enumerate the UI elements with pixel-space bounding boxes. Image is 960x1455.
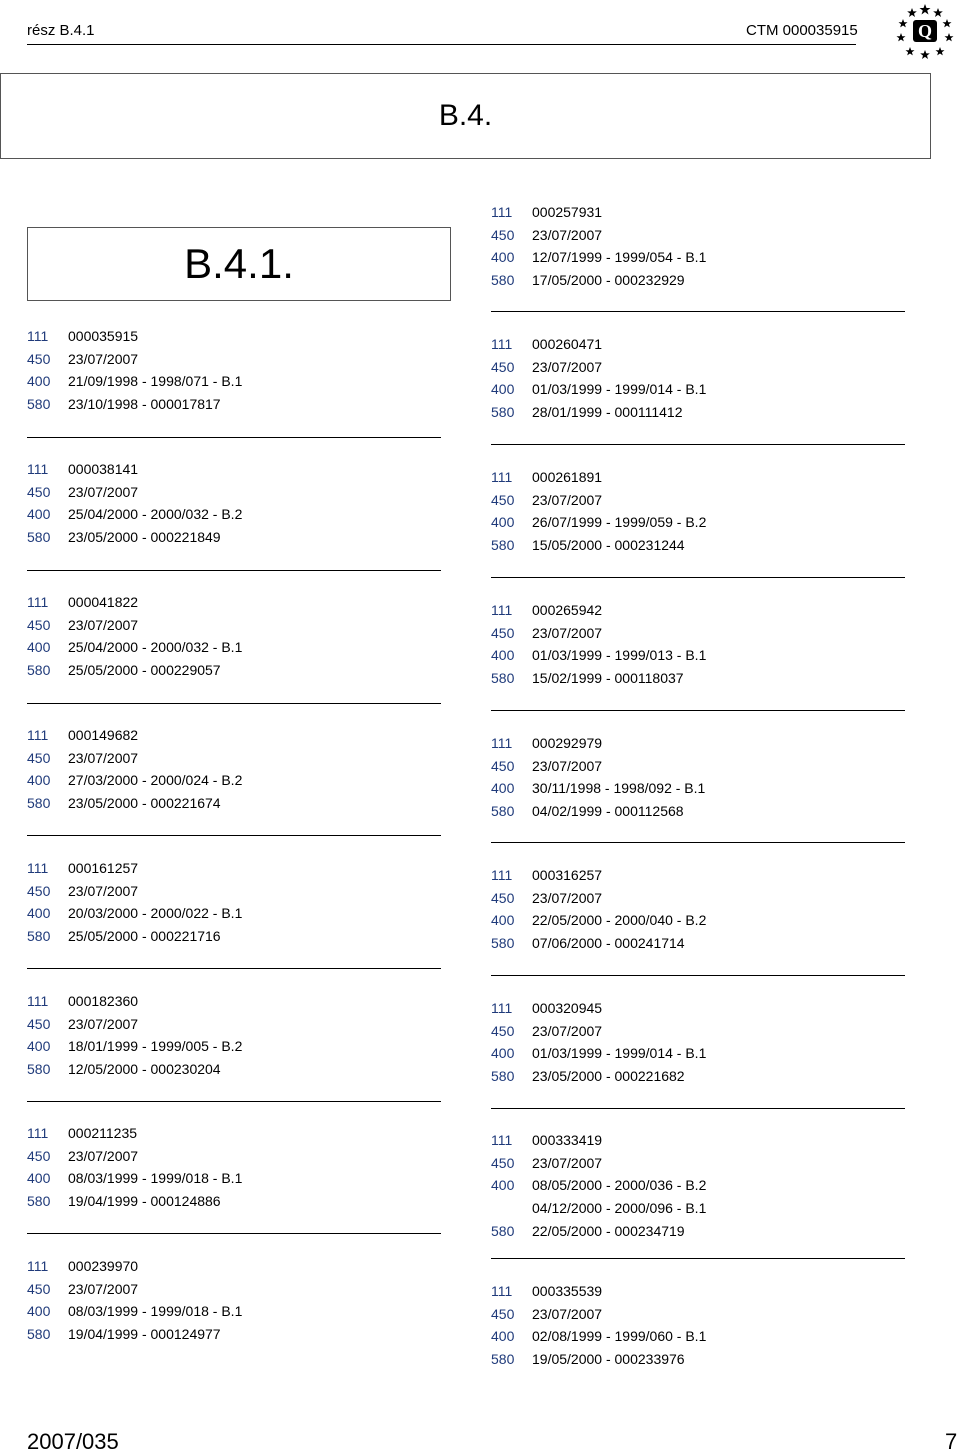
field-value: 000161257 (68, 860, 139, 876)
header-ctm-number: CTM 000035915 (746, 22, 858, 39)
field-value: 30/11/1998 - 1998/092 - B.1 (532, 780, 706, 797)
field-value: 23/05/2000 - 000221849 (68, 529, 221, 546)
record-line (27, 659, 242, 682)
header-section-label: rész B.4.1 (27, 22, 95, 39)
field-code: 400 (27, 506, 51, 523)
record-line (27, 769, 242, 792)
footer-page-number: 7 (945, 1429, 958, 1454)
trademark-record (27, 857, 242, 948)
field-value: 23/07/2007 (68, 616, 139, 633)
field-value: 15/02/1999 - 000118037 (532, 670, 684, 687)
record-line (491, 378, 706, 401)
field-value: 23/07/2007 (532, 624, 603, 641)
field-value: 23/07/2007 (532, 358, 603, 375)
field-value: 000333419 (532, 1132, 603, 1148)
record-line (27, 1122, 242, 1145)
record-line (491, 1174, 706, 1197)
record-separator (491, 311, 905, 312)
field-value: 27/03/2000 - 2000/024 - B.2 (68, 772, 243, 789)
header-rule (27, 44, 856, 45)
record-line (27, 1255, 242, 1278)
field-code: 580 (27, 928, 51, 945)
field-code (491, 1197, 532, 1220)
record-line (27, 503, 242, 526)
field-code: 400 (27, 772, 51, 789)
field-value: 23/07/2007 (68, 350, 139, 367)
record-separator (27, 1233, 441, 1234)
record-line (491, 1280, 706, 1303)
trademark-record (27, 458, 242, 549)
field-code: 580 (27, 1326, 51, 1343)
field-code: 580 (491, 1351, 515, 1368)
record-line (491, 1220, 706, 1243)
record-line (27, 724, 242, 747)
field-code: 400 (491, 381, 515, 398)
trademark-record (491, 333, 706, 424)
field-code: 111 (491, 602, 513, 618)
record-line (27, 591, 242, 614)
record-separator (491, 842, 905, 843)
field-code: 400 (27, 1303, 51, 1320)
field-value: 07/06/2000 - 000241714 (532, 935, 685, 952)
record-line (491, 466, 706, 489)
field-value: 08/05/2000 - 2000/036 - B.2 (532, 1177, 707, 1194)
field-code: 580 (27, 795, 51, 812)
record-line (491, 1152, 706, 1175)
record-line (27, 370, 242, 393)
field-value: 01/03/1999 - 1999/014 - B.1 (532, 1045, 707, 1062)
field-code: 400 (491, 514, 515, 531)
field-value: 000211235 (68, 1125, 138, 1141)
field-value: 000257931 (532, 204, 603, 220)
field-value: 000335539 (532, 1283, 603, 1299)
record-line (491, 887, 706, 910)
section-title: B.4. (0, 73, 931, 159)
trademark-record (491, 201, 706, 292)
record-line (491, 1325, 706, 1348)
field-value: 23/07/2007 (68, 882, 139, 899)
record-separator (491, 710, 905, 711)
record-separator (491, 577, 905, 578)
field-code: 450 (491, 624, 515, 641)
record-line (491, 333, 706, 356)
record-line (27, 925, 242, 948)
record-line (491, 269, 706, 292)
field-value: 22/05/2000 - 000234719 (532, 1222, 685, 1239)
field-code: 400 (27, 373, 51, 390)
trademark-record (27, 1255, 242, 1346)
field-value: 01/03/1999 - 1999/014 - B.1 (532, 381, 707, 398)
field-value: 23/07/2007 (68, 749, 139, 766)
ohim-logo-icon (893, 2, 957, 62)
field-value: 22/05/2000 - 2000/040 - B.2 (532, 912, 707, 929)
field-code: 111 (27, 993, 49, 1009)
field-value: 000038141 (68, 461, 139, 477)
field-code: 111 (491, 867, 513, 883)
field-code: 450 (27, 1015, 51, 1032)
field-value: 25/05/2000 - 000221716 (68, 928, 221, 945)
field-code: 111 (27, 594, 49, 610)
trademark-record (27, 591, 242, 682)
record-separator (27, 570, 441, 571)
field-value: 19/04/1999 - 000124886 (68, 1193, 221, 1210)
field-value: 02/08/1999 - 1999/060 - B.1 (532, 1328, 707, 1345)
field-code: 450 (491, 1305, 515, 1322)
field-value: 08/03/1999 - 1999/018 - B.1 (68, 1170, 243, 1187)
record-line (27, 1013, 242, 1036)
field-code: 400 (491, 647, 515, 664)
field-code: 111 (27, 727, 49, 743)
trademark-record (491, 732, 705, 823)
record-line (27, 1278, 242, 1301)
record-line (27, 526, 242, 549)
field-code: 450 (491, 491, 515, 508)
field-code: 111 (27, 860, 49, 876)
field-value: 23/07/2007 (532, 889, 603, 906)
record-line (27, 1323, 242, 1346)
field-value: 21/09/1998 - 1998/071 - B.1 (68, 373, 243, 390)
field-value: 18/01/1999 - 1999/005 - B.2 (68, 1038, 243, 1055)
field-code: 111 (27, 461, 49, 477)
field-code: 111 (491, 336, 513, 352)
trademark-record (27, 325, 242, 416)
field-code: 400 (491, 780, 515, 797)
field-code: 580 (491, 670, 515, 687)
field-code: 450 (27, 882, 51, 899)
field-value: 25/04/2000 - 2000/032 - B.1 (68, 639, 243, 656)
record-line (491, 644, 706, 667)
record-line (491, 224, 706, 247)
field-value: 23/07/2007 (532, 1022, 603, 1039)
field-value: 01/03/1999 - 1999/013 - B.1 (532, 647, 707, 664)
field-code: 450 (491, 889, 515, 906)
field-value: 000316257 (532, 867, 603, 883)
trademark-record (491, 997, 706, 1088)
field-value: 23/07/2007 (68, 1280, 139, 1297)
field-code: 450 (27, 749, 51, 766)
field-value: 26/07/1999 - 1999/059 - B.2 (532, 514, 707, 531)
record-line (27, 880, 242, 903)
field-value: 12/05/2000 - 000230204 (68, 1061, 221, 1078)
field-code: 111 (491, 469, 513, 485)
record-line (27, 792, 242, 815)
trademark-record (491, 864, 706, 955)
record-line (491, 997, 706, 1020)
record-line (491, 667, 706, 690)
record-line (491, 1197, 706, 1220)
field-code: 580 (491, 803, 515, 820)
record-line (491, 777, 705, 800)
record-line (27, 902, 242, 925)
field-code: 450 (491, 226, 515, 243)
record-line (491, 511, 706, 534)
field-code: 580 (491, 1068, 515, 1085)
record-line (27, 747, 242, 770)
record-separator (27, 968, 441, 969)
footer-issue-number: 2007/035 (27, 1429, 119, 1454)
record-separator (491, 1258, 905, 1259)
field-code: 580 (27, 529, 51, 546)
field-value: 19/04/1999 - 000124977 (68, 1326, 221, 1343)
field-code: 400 (491, 1045, 515, 1062)
record-separator (27, 1101, 441, 1102)
field-value: 23/07/2007 (532, 1305, 603, 1322)
field-value: 25/05/2000 - 000229057 (68, 662, 221, 679)
record-separator (491, 975, 905, 976)
record-line (491, 401, 706, 424)
record-line (491, 489, 706, 512)
field-code: 450 (27, 1280, 51, 1297)
record-line (27, 636, 242, 659)
record-line (491, 1348, 706, 1371)
field-value: 17/05/2000 - 000232929 (532, 272, 685, 289)
trademark-record (491, 466, 706, 557)
field-code: 580 (27, 1193, 51, 1210)
record-line (27, 857, 242, 880)
field-code: 580 (491, 404, 515, 421)
record-line (491, 599, 706, 622)
field-value: 23/07/2007 (68, 1147, 139, 1164)
field-value: 000149682 (68, 727, 139, 743)
record-line (491, 1020, 706, 1043)
svg-text:Q: Q (917, 21, 933, 41)
trademark-record (27, 990, 242, 1081)
record-line (27, 1058, 242, 1081)
record-line (491, 356, 706, 379)
record-line (491, 246, 706, 269)
field-value: 25/04/2000 - 2000/032 - B.2 (68, 506, 243, 523)
field-value: 23/05/2000 - 000221674 (68, 795, 221, 812)
record-line (27, 1145, 242, 1168)
record-line (27, 325, 242, 348)
field-code: 580 (491, 1222, 515, 1239)
field-code: 580 (491, 272, 515, 289)
record-line (491, 1129, 706, 1152)
record-line (27, 1167, 242, 1190)
field-code: 400 (491, 912, 515, 929)
field-code: 111 (491, 1283, 513, 1299)
record-line (491, 1042, 706, 1065)
record-line (27, 393, 242, 416)
field-code: 580 (27, 662, 51, 679)
field-code: 111 (27, 1258, 49, 1274)
field-value: 04/02/1999 - 000112568 (532, 803, 684, 820)
record-line (27, 1300, 242, 1323)
record-line (491, 732, 705, 755)
record-line (491, 800, 705, 823)
field-value: 23/07/2007 (532, 757, 603, 774)
field-value: 23/10/1998 - 000017817 (68, 396, 221, 413)
field-code: 450 (491, 1022, 515, 1039)
field-code: 400 (491, 1328, 515, 1345)
trademark-record (491, 599, 706, 690)
field-code: 450 (491, 1154, 515, 1171)
trademark-record (491, 1129, 706, 1243)
field-code: 400 (27, 905, 51, 922)
field-code: 400 (27, 1038, 51, 1055)
field-code: 450 (27, 1147, 51, 1164)
field-value: 15/05/2000 - 000231244 (532, 537, 685, 554)
field-value: 000261891 (532, 469, 603, 485)
field-value: 12/07/1999 - 1999/054 - B.1 (532, 249, 707, 266)
field-code: 111 (491, 1000, 513, 1016)
field-value: 19/05/2000 - 000233976 (532, 1351, 685, 1368)
field-value: 08/03/1999 - 1999/018 - B.1 (68, 1303, 243, 1320)
field-code: 111 (27, 328, 49, 344)
field-code: 450 (27, 616, 51, 633)
field-code: 580 (27, 396, 51, 413)
field-code: 400 (491, 249, 515, 266)
record-line (491, 534, 706, 557)
field-value: 23/07/2007 (68, 483, 139, 500)
record-separator (27, 835, 441, 836)
field-value: 000320945 (532, 1000, 603, 1016)
record-line (27, 481, 242, 504)
field-code: 450 (27, 350, 51, 367)
field-value: 000292979 (532, 735, 603, 751)
record-line (491, 1303, 706, 1326)
record-line (27, 1190, 242, 1213)
record-line (491, 909, 706, 932)
field-code: 111 (27, 1125, 49, 1141)
field-value: 23/07/2007 (532, 1154, 603, 1171)
field-code: 111 (491, 1132, 513, 1148)
record-separator (27, 703, 441, 704)
field-code: 400 (27, 1170, 51, 1187)
field-value: 23/05/2000 - 000221682 (532, 1068, 685, 1085)
field-code: 450 (491, 757, 515, 774)
record-separator (491, 444, 905, 445)
record-separator (27, 437, 441, 438)
field-code: 450 (27, 483, 51, 500)
field-value: 000265942 (532, 602, 603, 618)
record-line (491, 864, 706, 887)
field-code: 111 (491, 735, 513, 751)
field-value: 000239970 (68, 1258, 139, 1274)
record-line (27, 1035, 242, 1058)
field-code: 111 (491, 204, 513, 220)
record-line (491, 932, 706, 955)
trademark-record (491, 1280, 706, 1371)
field-value: 000260471 (532, 336, 603, 352)
record-line (491, 201, 706, 224)
record-separator (491, 1108, 905, 1109)
record-line (491, 622, 706, 645)
record-line (27, 348, 242, 371)
field-value: 000041822 (68, 594, 139, 610)
field-code: 580 (491, 537, 515, 554)
trademark-record (27, 724, 242, 815)
record-line (27, 990, 242, 1013)
field-value: 23/07/2007 (532, 226, 603, 243)
field-code: 580 (491, 935, 515, 952)
field-value: 23/07/2007 (68, 1015, 139, 1032)
field-value: 20/03/2000 - 2000/022 - B.1 (68, 905, 243, 922)
record-line (27, 458, 242, 481)
trademark-record (27, 1122, 242, 1213)
field-value: 23/07/2007 (532, 491, 603, 508)
record-line (491, 755, 705, 778)
record-line (27, 614, 242, 637)
field-value: 000182360 (68, 993, 139, 1009)
field-value: 04/12/2000 - 2000/096 - B.1 (532, 1200, 707, 1217)
field-code: 580 (27, 1061, 51, 1078)
subsection-title: B.4.1. (27, 227, 451, 301)
record-line (491, 1065, 706, 1088)
field-code: 400 (27, 639, 51, 656)
field-code: 400 (491, 1177, 515, 1194)
field-value: 000035915 (68, 328, 139, 344)
field-value: 28/01/1999 - 000111412 (532, 404, 683, 421)
field-code: 450 (491, 358, 515, 375)
